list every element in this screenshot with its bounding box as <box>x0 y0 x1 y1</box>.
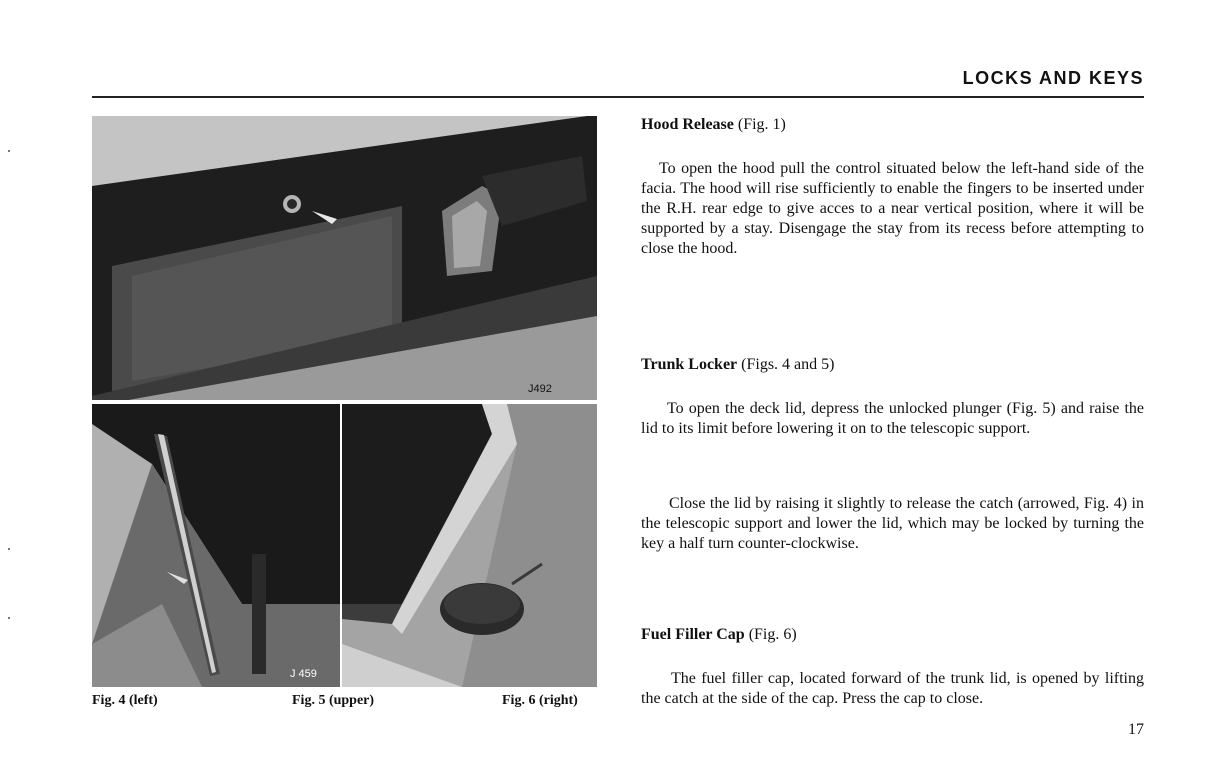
fuel-filler-cap-photo <box>342 404 597 687</box>
page-number: 17 <box>1128 721 1144 738</box>
figure-caption: Fig. 6 (right) <box>502 693 578 708</box>
section-heading-ref: (Fig. 6) <box>744 626 797 643</box>
header-rule <box>92 96 1144 98</box>
trunk-lid-photo <box>92 116 597 403</box>
section-heading-bold: Trunk Locker <box>641 356 738 373</box>
section-paragraph: To open the hood pull the control situated below the left-hand side of the facia. The hood will rise sufficiently to enable the fingers to be inserted under the R.H. rear edge to give acces to a near vertical position, where it will be supported by a stay. Disengage the stay from its recess before attempting to close the hood. <box>641 160 1144 257</box>
margin-speck <box>8 150 10 152</box>
section-paragraph: Close the lid by raising it slightly to release the catch (arrowed, Fig. 4) in the telescopic support and lower the lid, which may be locked by turning the key a half turn counter-clockwise. <box>641 495 1144 552</box>
section-heading-bold: Fuel Filler Cap <box>641 626 745 643</box>
section-paragraph: The fuel filler cap, located forward of the trunk lid, is opened by lifting the catch at the side of the cap. Press the cap to close. <box>641 670 1144 707</box>
figure-caption: Fig. 5 (upper) <box>292 693 375 708</box>
section-heading <box>641 116 786 134</box>
telescopic-support-photo <box>92 404 340 687</box>
section-heading-bold: Hood Release <box>641 116 734 133</box>
section-heading-ref: (Figs. 4 and 5) <box>737 356 835 373</box>
photo-reference-code: J 459 <box>290 668 317 680</box>
section-heading-ref: (Fig. 1) <box>733 116 786 133</box>
section-paragraph: To open the deck lid, depress the unlocked plunger (Fig. 5) and raise the lid to its limit before lowering it on to the telescopic support. <box>641 400 1144 437</box>
figure-caption: Fig. 4 (left) <box>92 693 158 708</box>
photo-reference-code: J492 <box>528 383 552 395</box>
running-title: LOCKS AND KEYS <box>962 68 1144 88</box>
margin-speck <box>8 548 10 550</box>
margin-speck <box>8 617 10 619</box>
section-heading <box>641 626 797 644</box>
section-heading <box>641 356 834 374</box>
